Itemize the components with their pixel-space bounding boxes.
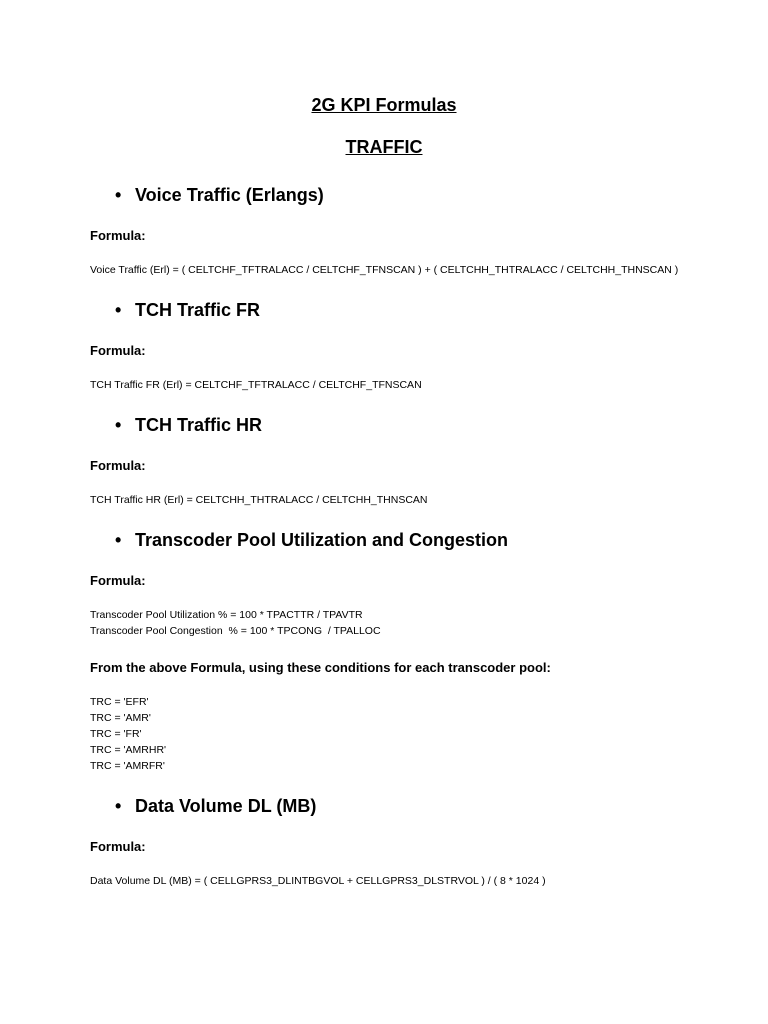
section-heading-transcoder-pool xyxy=(115,530,508,551)
section-heading-data-volume-dl xyxy=(115,796,316,817)
section-heading-text: Data Volume DL (MB) xyxy=(135,796,317,816)
formula-label: Formula: xyxy=(90,228,146,243)
section-heading-text: TCH Traffic HR xyxy=(135,415,263,435)
bullet-icon: • xyxy=(115,796,122,816)
formula-text: TCH Traffic FR (Erl) = CELTCHF_TFTRALACC / CELTCHF_TFNSCAN xyxy=(90,379,422,391)
section-heading-text: Transcoder Pool Utilization and Congestion xyxy=(135,530,509,550)
section-heading-voice-traffic xyxy=(115,185,324,206)
document-title: 2G KPI Formulas xyxy=(311,95,457,115)
conditions-list xyxy=(90,696,166,776)
formula-label: Formula: xyxy=(90,839,146,854)
formula-text: Transcoder Pool Congestion % = 100 * TPCONG / TPALLOC xyxy=(90,625,381,637)
formula-label: Formula: xyxy=(90,458,146,473)
section-heading-text: Voice Traffic (Erlangs) xyxy=(135,185,324,205)
bullet-icon: • xyxy=(115,185,122,205)
condition-item: TRC = 'FR' xyxy=(90,728,142,740)
section-heading-tch-traffic-fr xyxy=(115,300,260,321)
formula-label: Formula: xyxy=(90,573,146,588)
condition-item: TRC = 'EFR' xyxy=(90,696,149,708)
formula-label: Formula: xyxy=(90,343,146,358)
conditions-note: From the above Formula, using these conditions for each transcoder pool: xyxy=(90,660,551,675)
bullet-icon: • xyxy=(115,415,122,435)
condition-item: TRC = 'AMR' xyxy=(90,712,151,724)
formula-text: Voice Traffic (Erl) = ( CELTCHF_TFTRALACC / CELTCHF_TFNSCAN ) + ( CELTCHH_THTRALACC / CELTCHH_THNSCAN ) xyxy=(90,264,679,276)
condition-item: TRC = 'AMRFR' xyxy=(90,760,165,772)
section-heading-text: TCH Traffic FR xyxy=(135,300,261,320)
formula-text: Data Volume DL (MB) = ( CELLGPRS3_DLINTBGVOL + CELLGPRS3_DLSTRVOL ) / ( 8 * 1024 ) xyxy=(90,875,546,887)
formula-block xyxy=(90,609,381,641)
formula-text: TCH Traffic HR (Erl) = CELTCHH_THTRALACC / CELTCHH_THNSCAN xyxy=(90,494,428,506)
formula-text: Transcoder Pool Utilization % = 100 * TPACTTR / TPAVTR xyxy=(90,609,363,621)
bullet-icon: • xyxy=(115,530,122,550)
condition-item: TRC = 'AMRHR' xyxy=(90,744,167,756)
document-subtitle: TRAFFIC xyxy=(345,137,423,157)
section-heading-tch-traffic-hr xyxy=(115,415,262,436)
bullet-icon: • xyxy=(115,300,122,320)
